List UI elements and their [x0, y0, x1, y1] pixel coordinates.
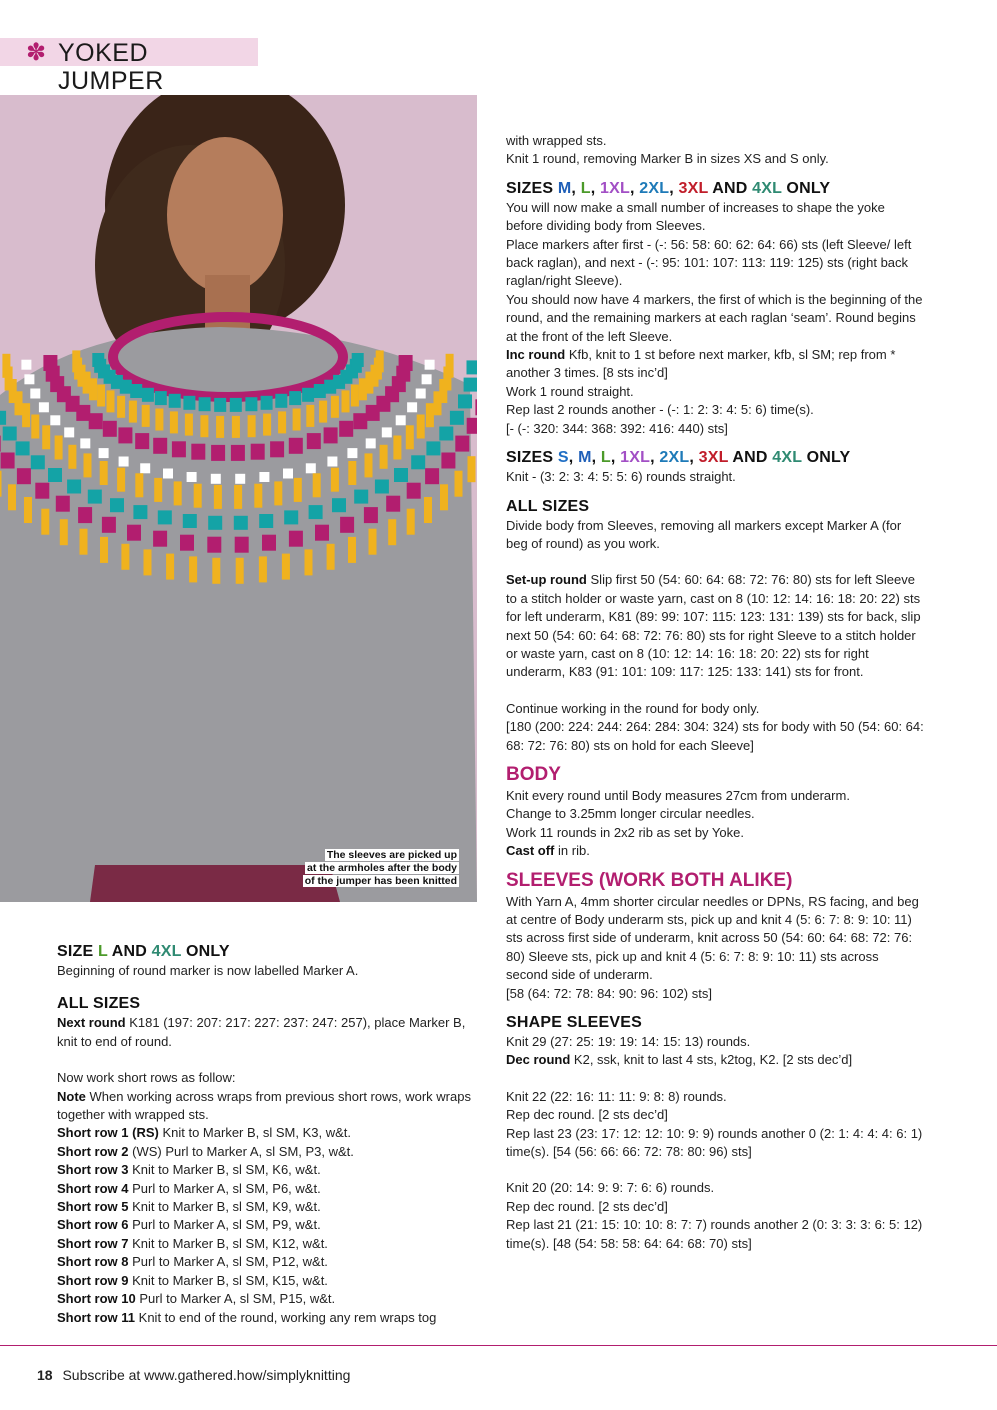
cast-off-text: Cast off in rib. — [506, 843, 590, 859]
yoke-stitch-block — [78, 507, 92, 523]
sts-text: [- (-: 320: 344: 368: 392: 416: 440) sts] — [506, 420, 728, 436]
yoke-stitch-block — [289, 391, 301, 405]
yoke-stitch-block — [450, 411, 464, 425]
note-text: Note When working across wraps from previous short rows, work wraps together with wrapped sts. — [57, 1088, 471, 1123]
all-sizes-heading-right: ALL SIZES — [506, 497, 590, 515]
yoke-stitch-block — [289, 438, 303, 454]
yoke-stitch-block — [259, 472, 269, 482]
yoke-stitch-block — [425, 468, 439, 484]
yoke-stitch-block — [118, 427, 132, 443]
rep-last21-text: Rep last 21 (21: 15: 10: 10: 8: 7: 7) rounds another 2 (0: 3: 3: 3: 6: 5: 12) time(s). [48 (54: 58: 58: 64: 64: 68: 70) sts] — [506, 1217, 923, 1251]
yoke-stitch-block — [464, 378, 477, 392]
continue-text: Continue working in the round for body only. — [506, 700, 760, 716]
yoke-stitch-block — [319, 401, 327, 423]
yoke-stitch-block — [440, 484, 448, 510]
short-row-item: Short row 11 Knit to end of the round, working any rem wraps tog — [57, 1309, 437, 1325]
yoke-stitch-block — [142, 388, 154, 402]
yoke-stitch-block — [399, 355, 413, 371]
yoke-stitch-block — [120, 380, 132, 394]
yoke-stitch-block — [313, 473, 321, 497]
yoke-stitch-block — [183, 396, 195, 410]
markers-text: Place markers after first - (-: 56: 58: 60: 62: 64: 66) sts (left Sleeve/ left back raglan), and next - (-: 95: 101: 107: 113: 119: 125) sts (right back raglan/right Sleeve). — [506, 236, 912, 289]
yoke-stitch-block — [376, 350, 384, 372]
yoke-stitch-block — [245, 397, 257, 411]
yoke-stitch-block — [180, 535, 194, 551]
yoke-stitch-block — [331, 468, 339, 492]
yoke-stitch-block — [234, 516, 248, 530]
yoke-stitch-block — [342, 390, 350, 412]
yoke-stitch-block — [135, 433, 149, 449]
left-column — [57, 942, 472, 1327]
divide-text: Divide body from Sleeves, removing all markers except Marker A (for beg of round) as you work. — [506, 517, 902, 551]
yoke-stitch-block — [48, 468, 62, 482]
yoke-stitch-block — [103, 421, 117, 437]
yoke-stitch-block — [163, 469, 173, 479]
next-round-text: Next round K181 (197: 207: 217: 227: 237: 247: 257), place Marker B, knit to end of round. — [57, 1015, 466, 1049]
short-row-item: Short row 1 (RS) Knit to Marker B, sl SM, K3, w&t. — [57, 1125, 352, 1141]
yoke-stitch-block — [56, 496, 70, 512]
yoke-stitch-block — [248, 415, 256, 437]
yoke-stitch-block — [194, 484, 202, 508]
yoke-stitch-block — [211, 445, 225, 461]
yoke-stitch-block — [261, 396, 273, 410]
yoke-stitch-block — [183, 514, 197, 528]
short-row-item: Short row 7 Knit to Marker B, sl SM, K12, w&t. — [57, 1235, 328, 1251]
yoke-stitch-block — [30, 389, 40, 399]
yoke-stitch-block — [199, 397, 211, 411]
subscribe-text: Subscribe at www.gathered.how/simplyknitting — [62, 1367, 351, 1383]
increase-text: You will now make a small number of increases to shape the yoke before dividing body from Sleeves. — [506, 199, 885, 234]
dec-round-text: Dec round K2, ssk, knit to last 4 sts, k2tog, K2. [2 sts dec’d] — [506, 1052, 853, 1068]
yoke-stitch-block — [259, 514, 273, 528]
yoke-stitch-block — [235, 537, 249, 553]
short-row-item: Short row 6 Purl to Marker A, sl SM, P9, w&t. — [57, 1217, 321, 1233]
yoke-stitch-block — [380, 445, 388, 469]
short-row-item: Short row 2 (WS) Purl to Marker A, sl SM, P3, w&t. — [57, 1143, 354, 1159]
yoke-stitch-block — [211, 474, 221, 484]
photo-caption: The sleeves are picked up at the armholes after the body of the jumper has been knitted — [304, 849, 457, 887]
yoke-stitch-block — [153, 531, 167, 547]
yoke-stitch-block — [439, 427, 453, 441]
sizes-s-heading: SIZES S, M, L, 1XL, 2XL, 3XL AND 4XL ONLY — [506, 449, 851, 467]
yoke-stitch-block — [212, 558, 220, 584]
yoke-stitch-block — [0, 436, 1, 452]
yoke-stitch-block — [0, 471, 2, 497]
yoke-stitch-block — [24, 497, 32, 523]
model-photo — [0, 95, 477, 902]
yoke-stitch-block — [21, 360, 31, 370]
yoke-stitch-block — [39, 402, 49, 412]
yoke-stitch-block — [339, 421, 353, 437]
yoke-stitch-block — [191, 444, 205, 460]
yoke-stitch-block — [84, 453, 92, 477]
yoke-stitch-block — [468, 456, 476, 482]
knit22-text: Knit 22 (22: 16: 11: 11: 9: 8: 8) rounds. — [506, 1088, 727, 1104]
yoke-stitch-block — [422, 374, 432, 384]
rep-dec-text-1: Rep dec round. [2 sts dec’d] — [506, 1107, 668, 1123]
yoke-stitch-block — [407, 402, 417, 412]
yoke-stitch-block — [306, 405, 314, 427]
yoke-stitch-block — [416, 389, 426, 399]
yoke-stitch-block — [351, 385, 359, 407]
yoke-stitch-block — [366, 438, 376, 448]
yoke-stitch-block — [455, 436, 469, 452]
yoke-stitch-block — [458, 394, 472, 408]
yoke-stitch-block — [307, 433, 321, 449]
yoke-stitch-block — [50, 415, 60, 425]
yoke-stitch-block — [302, 388, 314, 402]
yoke-stitch-block — [97, 385, 105, 407]
yoke-stitch-block — [386, 496, 400, 512]
yoke-stitch-block — [133, 505, 147, 519]
page-number: 18 — [37, 1367, 53, 1383]
yoke-stitch-block — [352, 353, 364, 367]
yoke-stitch-block — [348, 537, 356, 563]
yoke-stitch-block — [24, 374, 34, 384]
four-markers-text: You should now have 4 markers, the first of which is the beginning of the round, and the remaining markers at each raglan ‘seam’. Round begins at the front of the left Sleeve. — [506, 291, 923, 344]
yoke-stitch-block — [89, 378, 97, 400]
yoke-stitch-block — [283, 469, 293, 479]
body-text-1: Knit every round until Body measures 27cm from underarm. — [506, 787, 850, 803]
yoke-stitch-block — [154, 478, 162, 502]
yoke-stitch-block — [35, 483, 49, 499]
yoke-stitch-block — [309, 505, 323, 519]
yoke-stitch-block — [324, 427, 338, 443]
yoke-stitch-block — [142, 405, 150, 427]
yoke-stitch-block — [446, 354, 454, 378]
yoke-stitch-block — [230, 398, 242, 412]
short-rows-intro: Now work short rows as follow: — [57, 1070, 236, 1086]
yoke-stitch-block — [107, 390, 115, 412]
yoke-stitch-block — [365, 453, 373, 477]
short-row-item: Short row 10 Purl to Marker A, sl SM, P15, w&t. — [57, 1291, 336, 1307]
yoke-stitch-block — [144, 549, 152, 575]
yoke-stitch-block — [426, 441, 440, 455]
yoke-stitch-block — [294, 478, 302, 502]
yoke-stitch-block — [394, 468, 408, 482]
yoke-stitch-block — [278, 411, 286, 433]
yoke-stitch-block — [155, 391, 167, 405]
yoke-stitch-block — [166, 554, 174, 580]
yoke-stitch-block — [254, 484, 262, 508]
short-row-item: Short row 9 Knit to Marker B, sl SM, K15, w&t. — [57, 1272, 328, 1288]
yoke-stitch-block — [88, 490, 102, 504]
yoke-stitch-block — [1, 453, 15, 469]
yoke-stitch-block — [3, 427, 17, 441]
yoke-stitch-block — [327, 457, 337, 467]
yoke-stitch-block — [426, 403, 434, 427]
yoke-stitch-block — [369, 529, 377, 555]
yoke-stitch-block — [411, 455, 425, 469]
body-heading: BODY — [506, 763, 561, 785]
yoke-stitch-block — [332, 498, 346, 512]
yoke-stitch-block — [170, 411, 178, 433]
yoke-stitch-block — [284, 510, 298, 524]
yoke-stitch-block — [274, 481, 282, 505]
footer-divider — [0, 1345, 997, 1346]
yoke-stitch-block — [251, 444, 265, 460]
size-l-heading: SIZE L AND 4XL ONLY — [57, 943, 230, 960]
page-title: YOKED JUMPER — [58, 39, 164, 95]
shape-sleeves-heading: SHAPE SLEEVES — [506, 1014, 642, 1032]
yoke-stitch-block — [305, 549, 313, 575]
yoke-stitch-block — [80, 438, 90, 448]
yoke-stitch-block — [129, 401, 137, 423]
sleeve-sts-text: [58 (64: 72: 78: 84: 90: 96: 102) sts] — [506, 985, 712, 1001]
knit29-text: Knit 29 (27: 25: 19: 19: 14: 15: 13) rounds. — [506, 1034, 751, 1050]
yoke-stitch-block — [117, 396, 125, 418]
yoke-stitch-block — [393, 436, 401, 460]
yoke-stitch-block — [119, 457, 129, 467]
yoke-stitch-block — [16, 441, 30, 455]
yoke-stitch-block — [174, 481, 182, 505]
yoke-stitch-block — [214, 398, 226, 412]
yoke-stitch-block — [41, 509, 49, 535]
yoke-stitch-block — [262, 535, 276, 551]
yoke-stitch-block — [55, 436, 63, 460]
yoke-stitch-block — [42, 425, 50, 449]
yoke-stitch-block — [8, 484, 16, 510]
short-row-item: Short row 8 Purl to Marker A, sl SM, P12, w&t. — [57, 1254, 328, 1270]
inc-round-text: Inc round Kfb, knit to 1 st before next marker, kfb, sl SM; rep from * another 3 times. [8 sts inc’d] — [506, 347, 896, 381]
yoke-stitch-block — [100, 461, 108, 485]
yoke-stitch-block — [214, 485, 222, 509]
sleeves-text: With Yarn A, 4mm shorter circular needles or DPNs, RS facing, and beg at centre of Body underarm sts, pick up and knit 4 (5: 6: 7: 8: 9: 10: 11) sts across first side of underarm, knit across 50 (54: 60: 64: 68: 72: 76: 80) Sleeve sts, pick up and knit 4 (5: 6: 7: 8: 9: 10: 11) sts across second side of underarm. — [506, 893, 919, 983]
yoke-stitch-block — [185, 414, 193, 436]
yoke-stitch-block — [270, 441, 284, 457]
yoke-stitch-block — [388, 519, 396, 545]
section-header — [0, 38, 258, 95]
yoke-stitch-block — [22, 403, 30, 427]
sizes-m-heading: SIZES M, L, 1XL, 2XL, 3XL AND 4XL ONLY — [506, 179, 831, 197]
yoke-stitch-block — [382, 427, 392, 437]
yoke-stitch-block — [110, 498, 124, 512]
yoke-stitch-block — [15, 391, 23, 415]
yoke-stitch-block — [314, 384, 326, 398]
yoke-stitch-block — [130, 384, 142, 398]
yoke-stitch-block — [259, 556, 267, 582]
work1-text: Work 1 round straight. — [506, 383, 634, 399]
yoke-stitch-block — [99, 448, 109, 458]
right-column — [506, 132, 924, 1253]
yoke-stitch-block — [275, 394, 287, 408]
yoke-stitch-block — [475, 399, 477, 415]
marker-text: Beginning of round marker is now labelled Marker A. — [57, 963, 359, 978]
yoke-stitch-block — [60, 519, 68, 545]
yoke-stitch-block — [80, 529, 88, 555]
yoke-stitch-block — [282, 554, 290, 580]
flower-icon: ✽ — [26, 39, 47, 66]
yoke-stitch-block — [407, 483, 421, 499]
page-footer — [37, 1367, 350, 1383]
yoke-stitch-block — [100, 537, 108, 563]
yoke-stitch-block — [117, 468, 125, 492]
yoke-stitch-block — [121, 544, 129, 570]
yoke-stitch-block — [232, 416, 240, 438]
sleeves-heading: SLEEVES (WORK BOTH ALIKE) — [506, 869, 793, 891]
yoke-stitch-block — [263, 414, 271, 436]
yoke-stitch-block — [68, 445, 76, 469]
yoke-stitch-block — [158, 510, 172, 524]
short-row-item: Short row 4 Purl to Marker A, sl SM, P6, w&t. — [57, 1180, 321, 1196]
yoke-stitch-block — [354, 490, 368, 504]
yoke-stitch-block — [375, 480, 389, 494]
yoke-stitch-block — [216, 416, 224, 438]
rep-dec-text-2: Rep dec round. [2 sts dec’d] — [506, 1198, 668, 1214]
yoke-stitch-block — [17, 468, 31, 484]
yoke-stitch-block — [235, 474, 245, 484]
yoke-stitch-block — [234, 485, 242, 509]
yoke-stitch-block — [155, 409, 163, 431]
yoke-stitch-block — [289, 531, 303, 547]
yoke-stitch-block — [76, 405, 90, 421]
yoke-stitch-block — [441, 453, 455, 469]
body-text-2: Change to 3.25mm longer circular needles. — [506, 806, 755, 822]
yoke-stitch-block — [364, 507, 378, 523]
yoke-stitch-block — [207, 537, 221, 553]
yoke-stitch-block — [169, 394, 181, 408]
yoke-stitch-block — [208, 516, 222, 530]
yoke-stitch-block — [67, 480, 81, 494]
short-row-item: Short row 3 Knit to Marker B, sl SM, K6, w&t. — [57, 1162, 321, 1178]
yoke-stitch-block — [31, 455, 45, 469]
yoke-stitch-block — [172, 441, 186, 457]
yoke-stitch-block — [467, 418, 477, 434]
yoke-stitch-block — [424, 497, 432, 523]
yoke-stitch-block — [140, 463, 150, 473]
yoke-stitch-block — [331, 396, 339, 418]
yoke-stitch-block — [340, 517, 354, 533]
yoke-stitch-block — [189, 556, 197, 582]
short-row-item: Short row 5 Knit to Marker B, sl SM, K9, w&t. — [57, 1199, 321, 1215]
yoke-stitch-block — [64, 427, 74, 437]
body-text-3: Work 11 rounds in 2x2 rib as set by Yoke. — [506, 824, 744, 840]
yoke-stitch-block — [425, 360, 435, 370]
body-sts-text: [180 (200: 224: 244: 264: 284: 304: 324) sts for body with 50 (54: 60: 64: 68: 72: 76: 80) sts on hold for each Sleeve] — [506, 719, 924, 753]
setup-round-text: Set-up round Slip first 50 (54: 60: 64: 68: 72: 76: 80) sts for left Sleeve to a stitch holder or waste yarn, cast on 8 (10: 12: 14: 16: 18: 20: 22) sts for left underarm, K81 (89: 99: 107: 115: 123: 131: 139) sts for back, slip next 50 (54: 60: 64: 68: 72: 76: 80) sts for right Sleeve to a stitch holder or waste yarn, cast on 8 (10: 12: 14: 16: 18: 20: 22) sts for right underarm, K83 (91: 101: 109: 117: 125: 133: 141) sts for front. — [506, 572, 921, 680]
yoke-stitch-block — [407, 509, 415, 535]
yoke-stitch-block — [467, 360, 478, 374]
yoke-stitch-block — [153, 438, 167, 454]
yoke-stitch-block — [31, 415, 39, 439]
yoke-stitch-block — [348, 461, 356, 485]
rep-last23-text: Rep last 23 (23: 17: 12: 12: 10: 9: 9) rounds another 0 (2: 1: 4: 4: 4: 6: 1) time(s). [54 (56: 66: 66: 72: 78: 80: 96) sts] — [506, 1125, 923, 1160]
yoke-stitch-block — [306, 463, 316, 473]
knit1-text: Knit 1 round, removing Marker B in sizes XS and S only. — [506, 151, 829, 167]
knit20-text: Knit 20 (20: 14: 9: 9: 7: 6: 6) rounds. — [506, 1180, 715, 1196]
yoke-stitch-block — [293, 409, 301, 431]
yoke-stitch-block — [187, 472, 197, 482]
yoke-stitch-block — [347, 448, 357, 458]
yoke-stitch-block — [89, 413, 103, 429]
yoke-stitch-block — [396, 415, 406, 425]
yoke-stitch-block — [406, 425, 414, 449]
yoke-stitch-block — [327, 544, 335, 570]
yoke-stitch-block — [0, 411, 6, 425]
yoke-stitch-block — [135, 473, 143, 497]
yoke-stitch-block — [315, 525, 329, 541]
yoke-stitch-block — [417, 415, 425, 439]
yoke-stitch-block — [102, 517, 116, 533]
yoke-stitch-block — [231, 445, 245, 461]
yoke-stitch-block — [236, 558, 244, 584]
wrapped-text: with wrapped sts. — [506, 133, 607, 148]
rep-last-text: Rep last 2 rounds another - (-: 1: 2: 3: 4: 5: 6) time(s). — [506, 402, 814, 418]
jumper-illustration — [0, 95, 477, 902]
short-rows-list — [57, 1124, 472, 1326]
all-sizes-heading: ALL SIZES — [57, 995, 141, 1013]
yoke-stitch-block — [455, 471, 463, 497]
knit-rounds-text: Knit - (3: 2: 3: 4: 5: 5: 6) rounds straight. — [506, 469, 736, 485]
yoke-stitch-block — [127, 525, 141, 541]
yoke-stitch-block — [353, 413, 367, 429]
yoke-stitch-block — [200, 415, 208, 437]
